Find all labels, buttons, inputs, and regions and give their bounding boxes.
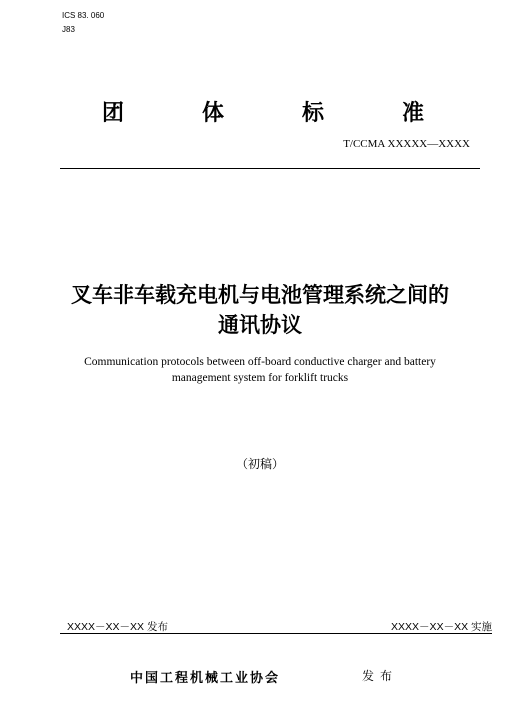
standard-type-char: 标 — [302, 101, 325, 126]
chinese-title-line: 通讯协议 — [218, 313, 302, 337]
english-title-line: Communication protocols between off-board conductive charger and battery — [84, 356, 436, 368]
english-title-line: management system for forklift trucks — [171, 372, 349, 384]
standard-number: T/CCMA XXXXX—XXXX — [343, 138, 470, 150]
publisher-name: 中国工程机械工业协会 — [130, 671, 281, 686]
chinese-title — [40, 280, 480, 340]
ccs-code: J83 — [62, 25, 75, 34]
english-title — [40, 354, 480, 386]
publish-label: 发布 — [362, 669, 399, 683]
footer-divider — [60, 633, 492, 634]
standard-type — [90, 96, 440, 126]
standard-type-char: 准 — [402, 101, 425, 126]
standard-type-char: 体 — [202, 101, 225, 126]
header-divider — [60, 168, 480, 169]
draft-label: （初稿） — [235, 457, 284, 471]
publish-date: XXXX－XX－XX 发布 — [67, 621, 168, 633]
implement-date: XXXX－XX－XX 实施 — [391, 621, 492, 633]
standard-type-char: 团 — [102, 101, 125, 126]
chinese-title-line: 叉车非车载充电机与电池管理系统之间的 — [71, 283, 449, 307]
ics-code: ICS 83. 060 — [62, 11, 105, 20]
